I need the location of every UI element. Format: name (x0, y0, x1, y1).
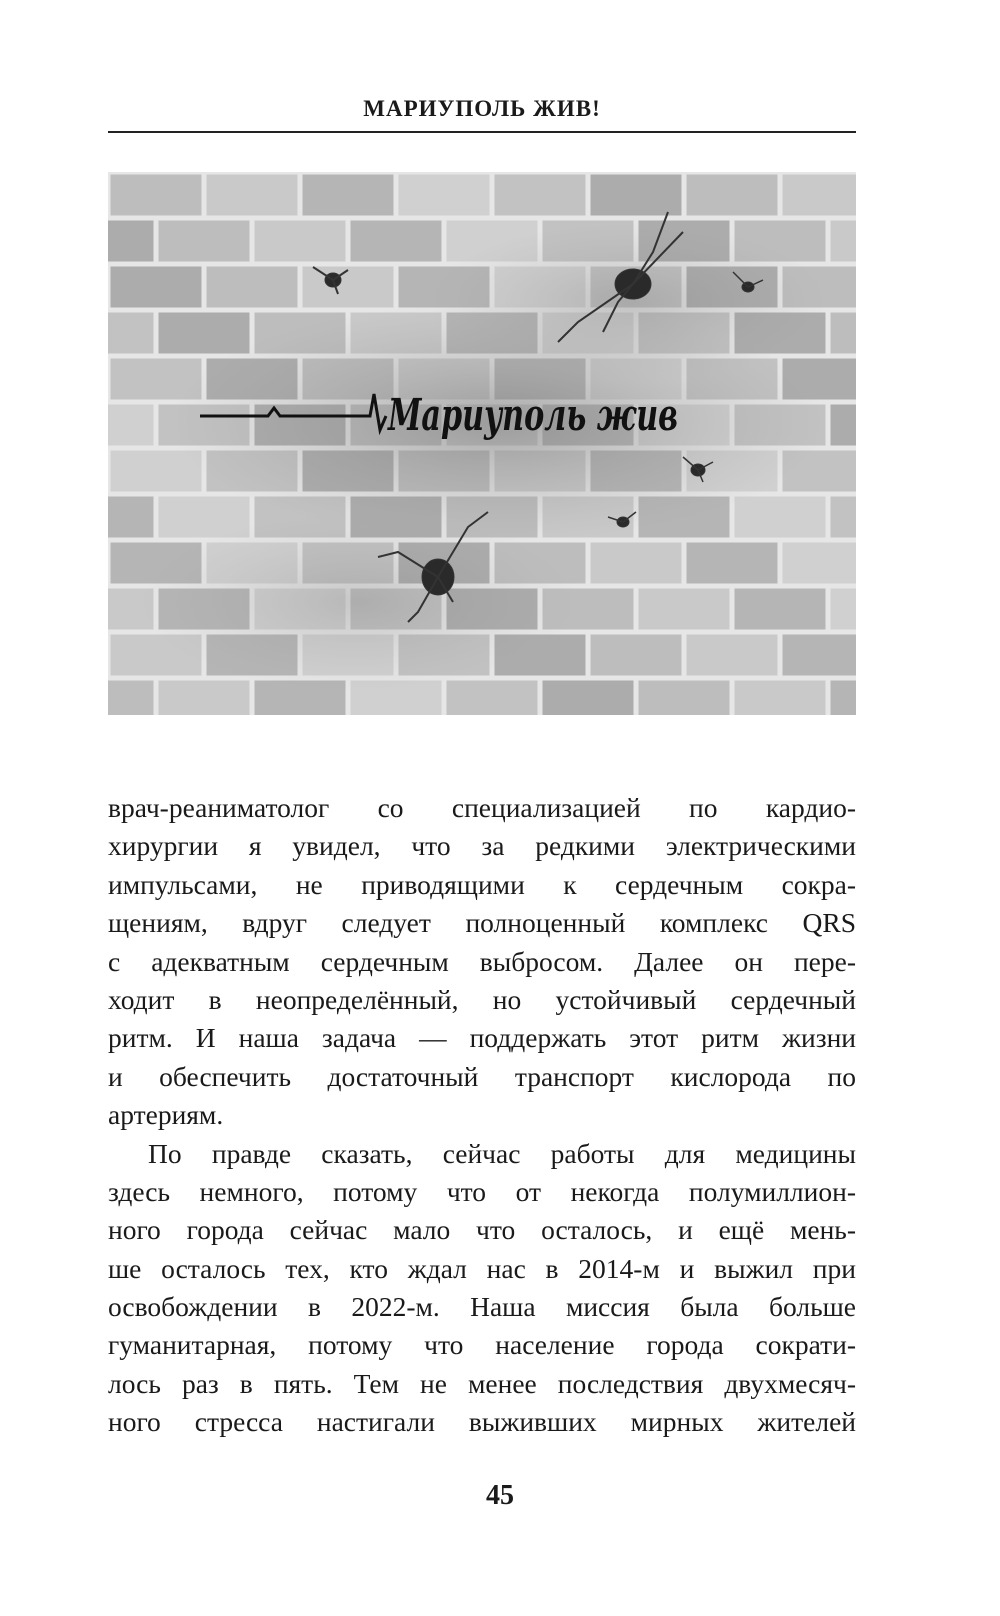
brick (108, 218, 156, 264)
brick (204, 172, 300, 218)
brick (108, 494, 156, 540)
brick (732, 678, 828, 715)
brick (492, 172, 588, 218)
text-line: ного города сейчас мало что осталось, и ещё мень- (108, 1214, 856, 1246)
text-line: артериям. (108, 1099, 224, 1131)
brick (444, 678, 540, 715)
brick (540, 678, 636, 715)
brick (396, 172, 492, 218)
brick (252, 218, 348, 264)
brick (828, 586, 856, 632)
body-text (108, 789, 856, 1442)
brick (780, 540, 856, 586)
text-line: щениям, вдруг следует полноценный комплекс QRS (108, 907, 856, 939)
text-line: ного стресса настигали выживших мирных жителей (108, 1406, 856, 1438)
text-line: гуманитарная, потому что население города сократи- (108, 1329, 856, 1361)
brick (684, 540, 780, 586)
wall-inscription: Мариуполь жив (386, 390, 678, 441)
text-line: импульсами, не приводящими к сердечным сокра- (108, 868, 856, 900)
paragraph-start: По правде сказать, сейчас работы для медицины (148, 1137, 856, 1169)
brick (828, 494, 856, 540)
brick (588, 632, 684, 678)
brick (108, 310, 156, 356)
brick (108, 678, 156, 715)
text-line: с адекватным сердечным выбросом. Далее он пере- (108, 945, 856, 977)
text-line: ше осталось тех, кто ждал нас в 2014-м и выжил при (108, 1252, 856, 1284)
text-line: освобождении в 2022-м. Наша миссия была больше (108, 1291, 856, 1323)
brick (828, 218, 856, 264)
brick (636, 586, 732, 632)
brick (588, 172, 684, 218)
brick (204, 264, 300, 310)
brick (780, 172, 856, 218)
brick (828, 678, 856, 715)
brick (828, 402, 856, 448)
brick (156, 218, 252, 264)
illustration-brick-wall (108, 172, 856, 715)
text-line: ритм. И наша задача — поддержать этот ритм жизни (108, 1022, 856, 1054)
brick (156, 678, 252, 715)
brick (828, 310, 856, 356)
brick (348, 218, 444, 264)
header-rule (108, 131, 856, 133)
brick (684, 632, 780, 678)
brick (588, 540, 684, 586)
text-line: ходит в неопределённый, но устойчивый сердечный (108, 983, 856, 1015)
brick (636, 678, 732, 715)
text-line: хирургии я увидел, что за редкими электрическими (108, 830, 856, 862)
text-line: здесь немного, потому что от некогда полумиллион- (108, 1175, 856, 1207)
brick (108, 402, 156, 448)
brick (300, 172, 396, 218)
brick (108, 264, 204, 310)
running-title: МАРИУПОЛЬ ЖИВ! (363, 96, 601, 121)
text-line: и обеспечить достаточный транспорт кислорода по (108, 1060, 856, 1092)
brick (732, 586, 828, 632)
brick (684, 172, 780, 218)
brick (780, 632, 856, 678)
brick (108, 172, 204, 218)
text-line: врач-реаниматолог со специализацией по кардио- (108, 792, 856, 823)
text-line: лось раз в пять. Тем не менее последствия двухмесяч- (108, 1367, 856, 1399)
page-number: 45 (486, 1480, 514, 1511)
